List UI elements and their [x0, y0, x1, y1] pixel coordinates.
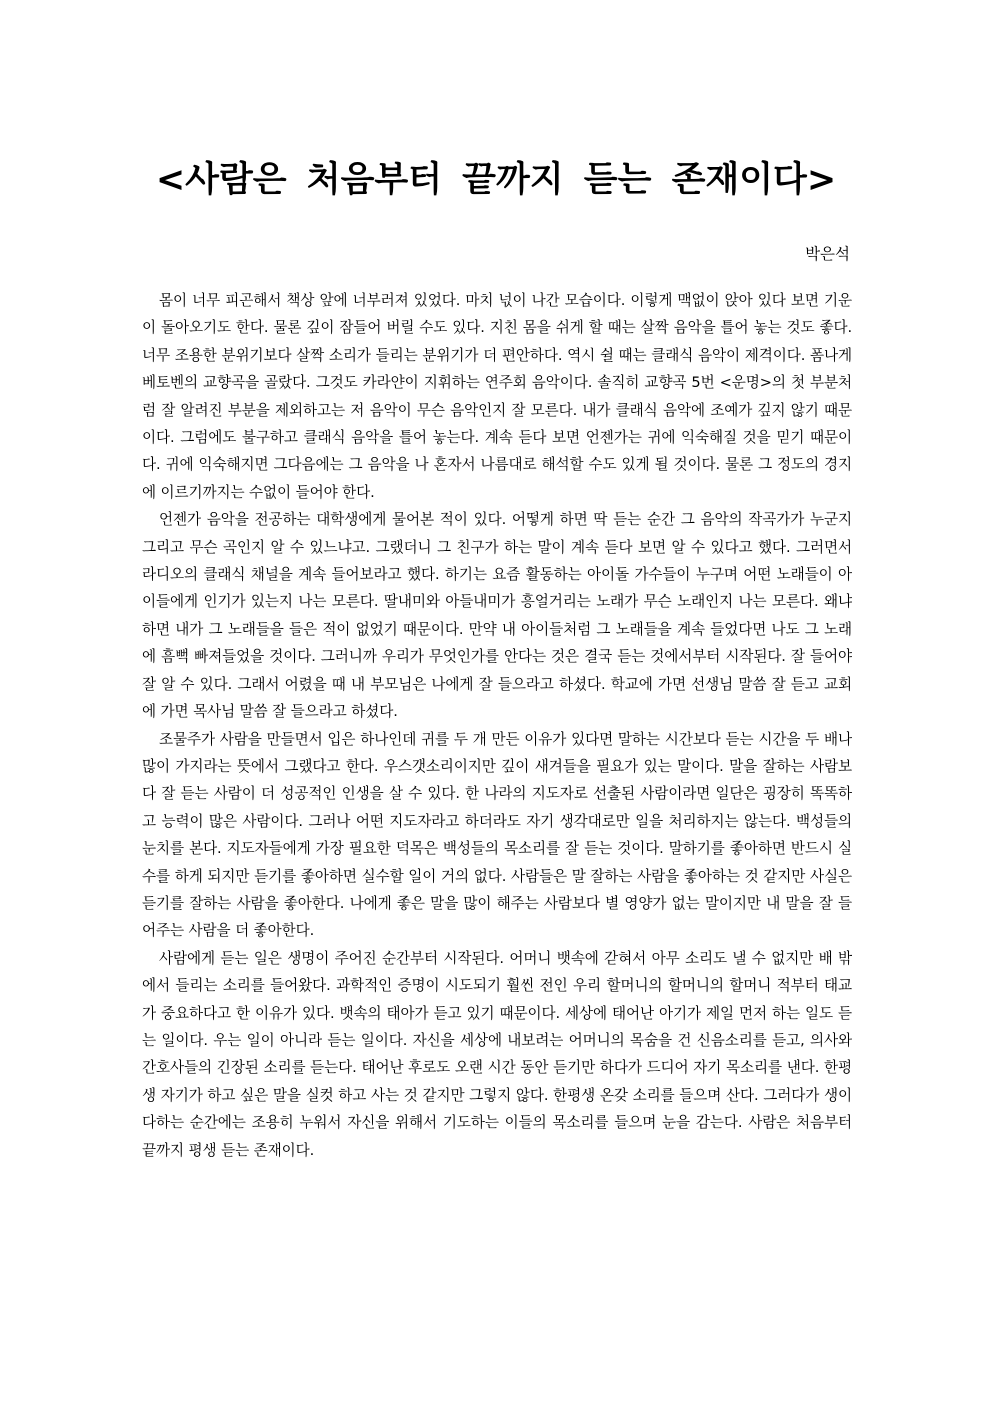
body-paragraph: 언젠가 음악을 전공하는 대학생에게 물어본 적이 있다. 어떻게 하면 딱 듣는 순간 그 음악의 작곡가가 누군지 그리고 무슨 곡인지 알 수 있느냐고. 그랬더니 그 친구가 하는 말이 계속 듣다 보면 알 수 있다고 했다. 그러면서 라디오의 클래식 채널을 계속 들어보라고 했다. 하기는 요즘 활동하는 아이돌 가수들이 누구며 어떤 노래들이 아이들에게 인기가 있는지 나는 모른다. 딸내미와 아들내미가 흥얼거리는 노래가 무슨 노래인지 나는 모른다. 왜냐하면 내가 그 노래들을 들은 적이 없었기 때문이다. 만약 내 아이들처럼 그 노래들을 계속 들었다면 나도 그 노래에 흠뻑 빠져들었을 것이다. 그러니까 우리가 무엇인가를 안다는 것은 결국 듣는 것에서부터 시작된다. 잘 들어야 잘 알 수 있다. 그래서 어렸을 때 내 부모님은 나에게 잘 들으라고 하셨다. 학교에 가면 선생님 말씀 잘 듣고 교회에 가면 목사님 말씀 잘 들으라고 하셨다.: [142, 511, 852, 721]
document-body: [142, 287, 852, 1164]
document-title: <사람은 처음부터 끝까지 듣는 존재이다>: [155, 160, 837, 200]
body-paragraph: 조물주가 사람을 만들면서 입은 하나인데 귀를 두 개 만든 이유가 있다면 말하는 시간보다 듣는 시간을 두 배나 많이 가지라는 뜻에서 그랬다고 한다. 우스갯소리이지만 깊이 새겨들을 필요가 있는 말이다. 말을 잘하는 사람보다 잘 듣는 사람이 더 성공적인 인생을 살 수 있다. 한 나라의 지도자로 선출된 사람이라면 일단은 굉장히 똑똑하고 능력이 많은 사람이다. 그러나 어떤 지도자라고 하더라도 자기 생각대로만 일을 처리하지는 않는다. 백성들의 눈치를 본다. 지도자들에게 가장 필요한 덕목은 백성들의 목소리를 잘 듣는 것이다. 말하기를 좋아하면 반드시 실수를 하게 되지만 듣기를 좋아하면 실수할 일이 거의 없다. 사람들은 말 잘하는 사람을 좋아하는 것 같지만 사실은 듣기를 잘하는 사람을 좋아한다. 나에게 좋은 말을 많이 해주는 사람보다 별 영양가 없는 말이지만 내 말을 잘 들어주는 사람을 더 좋아한다.: [142, 730, 852, 940]
body-paragraph: 몸이 너무 피곤해서 책상 앞에 너부러져 있었다. 마치 넋이 나간 모습이다. 이렇게 맥없이 앉아 있다 보면 기운이 돌아오기도 한다. 물론 깊이 잠들어 버릴 수도 있다. 지친 몸을 쉬게 할 때는 살짝 음악을 틀어 놓는 것도 좋다. 너무 조용한 분위기보다 살짝 소리가 들리는 분위기가 더 편안하다. 역시 쉴 때는 클래식 음악이 제격이다. 폼나게 베토벤의 교향곡을 골랐다. 그것도 카라얀이 지휘하는 연주회 음악이다. 솔직히 교향곡 5번 <운명>의 첫 부분처럼 잘 알려진 부분을 제외하고는 저 음악이 무슨 음악인지 잘 모른다. 내가 클래식 음악에 조예가 깊지 않기 때문이다. 그럼에도 불구하고 클래식 음악을 틀어 놓는다. 계속 듣다 보면 언젠가는 귀에 익숙해질 것을 믿기 때문이다. 귀에 익숙해지면 그다음에는 그 음악을 나 혼자서 나름대로 해석할 수도 있게 될 것이다. 물론 그 정도의 경지에 이르기까지는 수없이 들어야 한다.: [142, 292, 852, 501]
body-paragraph: 사람에게 듣는 일은 생명이 주어진 순간부터 시작된다. 어머니 뱃속에 갇혀서 아무 소리도 낼 수 없지만 배 밖에서 들리는 소리를 들어왔다. 과학적인 증명이 시도되기 훨씬 전인 우리 할머니의 할머니의 할머니 적부터 태교가 중요하다고 한 이유가 있다. 뱃속의 태아가 듣고 있기 때문이다. 세상에 태어난 아기가 제일 먼저 하는 일도 듣는 일이다. 우는 일이 아니라 듣는 일이다. 자신을 세상에 내보려는 어머니의 목숨을 건 신음소리를 듣고, 의사와 간호사들의 긴장된 소리를 듣는다. 태어난 후로도 오랜 시간 동안 듣기만 하다가 드디어 자기 목소리를 낸다. 한평생 자기가 하고 싶은 말을 실컷 하고 사는 것 같지만 그렇지 않다. 한평생 온갖 소리를 들으며 산다. 그러다가 생이 다하는 순간에는 조용히 누워서 자신을 위해서 기도하는 이들의 목소리를 들으며 눈을 감는다. 사람은 처음부터 끝까지 평생 듣는 존재이다.: [142, 949, 852, 1159]
author-name: 박은석: [805, 245, 850, 263]
